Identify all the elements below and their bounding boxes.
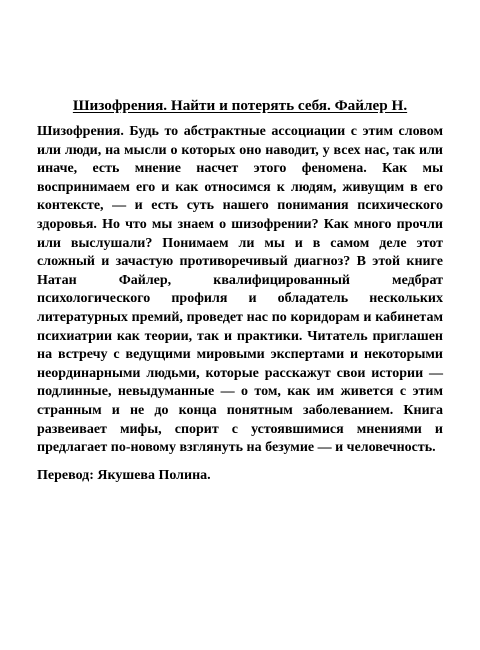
document-body: Шизофрения. Будь то абстрактные ассоциации с этим словом или люди, на мысли о которых оно наводит, у всех нас, так или иначе, есть мнение насчет этого феномена. Как мы воспринимаем его и как относимся к людям, живущим в его контексте, — и есть суть нашего понимания психического здоровья. Но что мы знаем о шизофрении? Как много прочли или выслушали? Понимаем ли мы и в самом деле этот сложный и зачастую противоречивый диагноз? В этой книге Натан Файлер, квалифицированный медбрат психологического профиля и обладатель нескольких литературных премий, проведет нас по коридорам и кабинетам психиатрии как теории, так и практики. Читатель приглашен на встречу с ведущими мировыми экспертами и некоторыми неординарными людьми, которые расскажут свои истории — подлинные, невыдуманные — о том, как им живется с этим странным и не до конца понятным заболеванием. Книга развеивает мифы, спорит с устоявшимися мнениями и предлагает по-новому взглянуть на безумие — и человечность. (37, 124, 443, 456)
translator-credit: Перевод: Якушева Полина. (37, 467, 211, 483)
document-title: Шизофрения. Найти и потерять себя. Файлер Н. (72, 97, 408, 114)
